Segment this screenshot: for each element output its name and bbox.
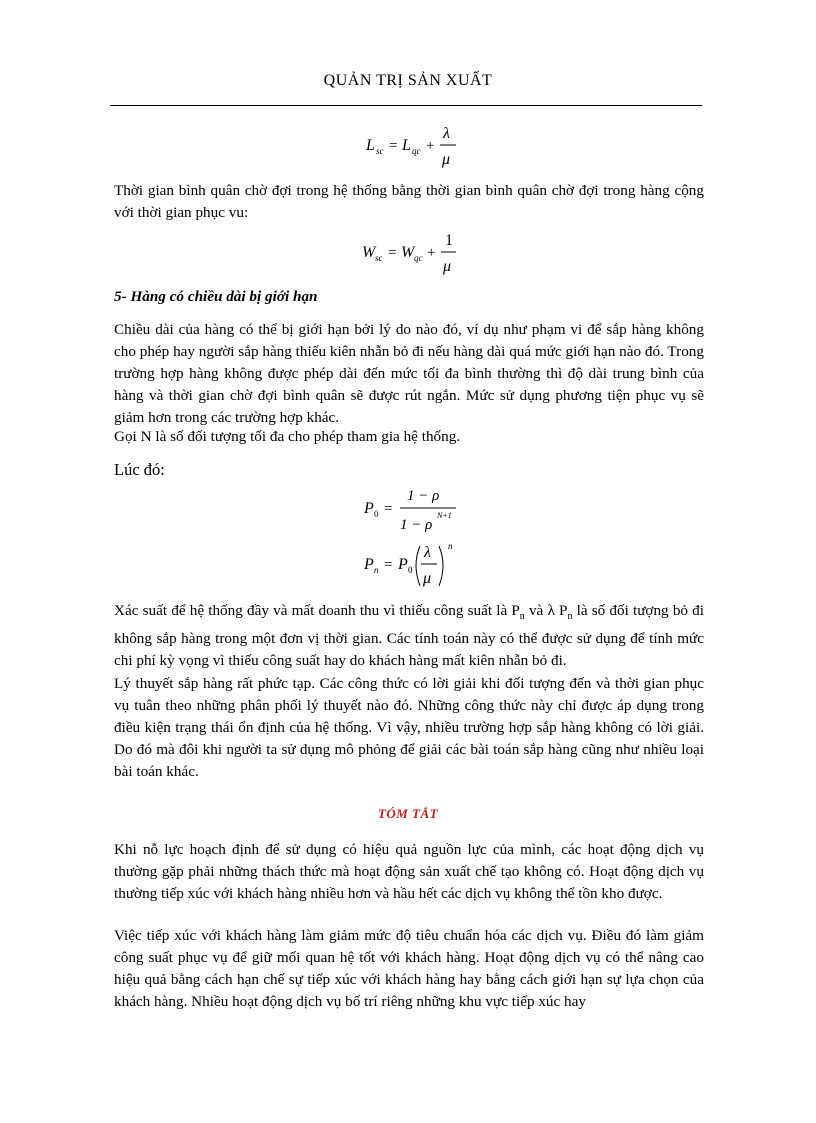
section-heading-5: 5- Hàng có chiều dài bị giới hạn [114,288,318,305]
wsc-num: 1 [445,232,453,249]
pn-left-paren [416,546,420,586]
lsc-lhs: L [366,137,375,154]
lsc-plus: + [426,138,435,154]
lsc-den: μ [442,151,451,168]
paragraph-limit: Chiều dài của hàng có thể bị giới hạn bởi lý do nào đó, ví dụ như phạm vi để sắp hàng không cho phép hay người sắp hàng thiếu kiên nhẫn bỏ đi nếu hàng dài quá mức giới hạn nào đó. Trong trường hợp hàng không được phép dài đến mức tối đa bình thường thì độ dài trung bình của hàng và thời gian chờ đợi bình quân sẽ được rút ngắn. Mức sử dụng phương tiện phục vụ sẽ giảm hơn trong các trường hợp khác. [114,321,704,426]
wsc-lhs-sub: sc [375,253,383,263]
wsc-r1-sub: qc [414,253,423,263]
prob-text-b: và λ P [524,602,568,619]
p0-den-exp: N+1 [437,511,452,520]
paragraph-n-definition: Gọi N là số đối tượng tối đa cho phép tham gia hệ thống. [114,428,461,445]
pn-den: μ [423,570,432,587]
lsc-eq: = [389,138,398,154]
formula-wsc [358,231,468,279]
luc-do-label: Lúc đó: [114,460,165,479]
formula-pn [360,540,470,596]
lsc-r1-sub: qc [412,146,421,156]
wsc-den: μ [443,258,452,275]
lsc-lhs-sub: sc [376,146,384,156]
pn-r1-sub: 0 [408,565,413,575]
pn-num: λ [424,544,431,561]
wsc-eq: = [388,245,397,261]
pn-exp: n [448,541,453,551]
formula-p0 [360,484,470,536]
paragraph-ws-intro: Thời gian bình quân chờ đợi trong hệ thống bằng thời gian bình quân chờ đợi trong hàng cộng với thời gian phục vu: [114,182,704,221]
p0-den-base: 1 − ρ [400,517,433,533]
p0-eq: = [384,501,393,517]
prob-sub-n2: n [567,611,573,623]
pn-lhs-sub: n [374,565,379,575]
summary-title: TÓM TẮT [377,806,439,821]
paragraph-summary-2: Việc tiếp xúc với khách hàng làm giảm mức độ tiêu chuẩn hóa các dịch vụ. Điều đó làm giảm công suất phục vụ để giữ mối quan hệ tốt với khách hàng. Hoạt động dịch vụ có thể nâng cao hiệu quả bằng cách hạn chế sự tiếp xúc với khách hàng hay bằng cách giới hạn sự lựa chọn của khách hàng. Nhiều hoạt động dịch vụ bố trí riêng những khu vực tiếp xúc hay [114,927,704,1010]
prob-text-c: là số đối tượng bỏ đi không sắp hàng trong một đơn vị thời gian. Các tính toán này có thể được sử dụng để tính mức chi phí kỳ vọng vì thiếu công suất hay do khách hàng mất kiên nhẫn bỏ đi. [114,602,704,670]
pn-eq: = [384,557,393,573]
formula-lsc [362,124,472,172]
page-header-title: QUẢN TRỊ SẢN XUẤT [323,72,493,89]
paragraph-theory: Lý thuyết sắp hàng rất phức tạp. Các công thức có lời giải khi đối tượng đến và thời gian phục vụ tuân theo những phân phối lý thuyết nào đó. Những công thức này chỉ được áp dụng trong điều kiện trạng thái ổn định của hệ thống. Vì vậy, nhiều trường hợp sắp hàng không có lời giải. Do đó mà đôi khi người ta sử dụng mô phỏng để giải các bài toán sắp hàng cũng như nhiều loại bài toán khác. [114,675,704,780]
p0-lhs-sub: 0 [374,509,379,519]
wsc-r1: W [401,244,415,261]
prob-sub-n1: n [519,611,525,623]
paragraph-summary-1: Khi nỗ lực hoạch định để sử dụng có hiệu quả nguồn lực của mình, các hoạt động dịch vụ thường gặp phải những thách thức mà hoạt động sản xuất chế tạo không có. Hoạt động dịch vụ thường tiếp xúc với khách hàng nhiều hơn và hầu hết các dịch vụ không thể tồn kho được. [114,841,704,902]
p0-lhs: P [364,500,374,517]
pn-lhs: P [364,556,374,573]
header-rule [110,105,702,106]
lsc-r1: L [402,137,411,154]
pn-r1: P [398,556,408,573]
wsc-plus: + [427,245,436,261]
lsc-num: λ [443,125,450,142]
pn-right-paren [439,546,443,586]
p0-num: 1 − ρ [407,488,440,504]
wsc-lhs: W [362,244,376,261]
paragraph-probability [114,600,704,672]
prob-text-a: Xác suất để hệ thống đầy và mất doanh thu vì thiếu công suất là P [114,602,520,619]
